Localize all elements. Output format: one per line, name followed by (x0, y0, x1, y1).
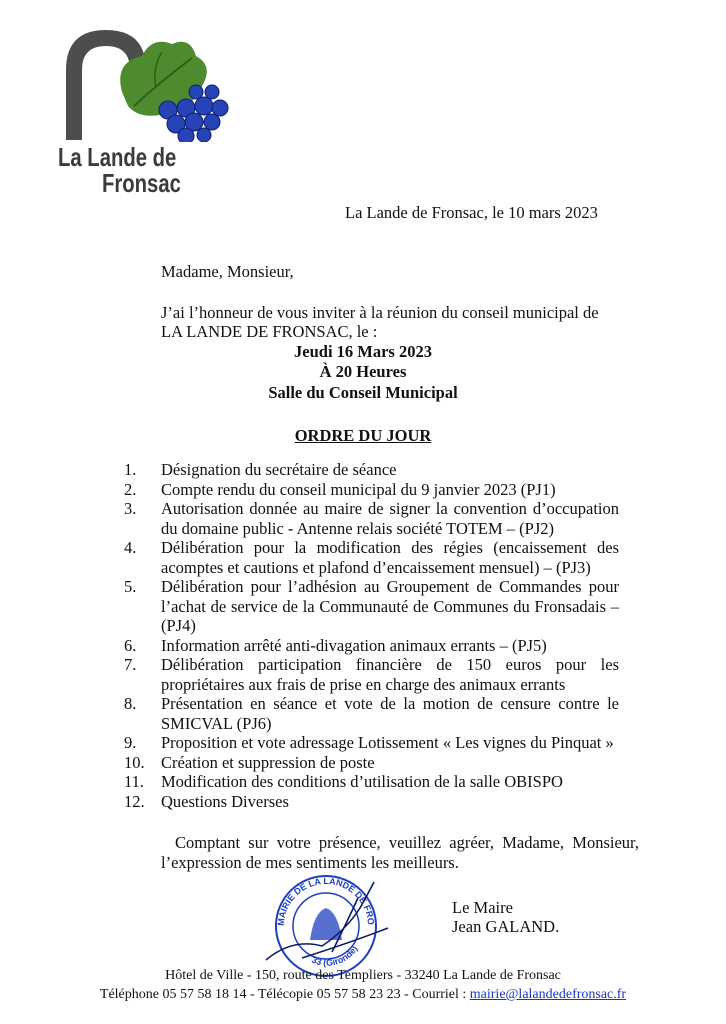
agenda-title: ORDRE DU JOUR (294, 426, 432, 445)
agenda-item-text: Compte rendu du conseil municipal du 9 janvier 2023 (PJ1) (161, 479, 556, 499)
stamp-text-bottom: 33 (Gironde) (310, 943, 360, 968)
closing-paragraph: Comptant sur votre présence, veuillez agréer, Madame, Monsieur, l’expression de mes sentiments les meilleurs. (161, 833, 639, 872)
agenda-item (124, 480, 619, 500)
footer-contact-line (0, 987, 726, 1003)
agenda-item-text: Information arrêté anti-divagation animaux errants – (PJ5) (161, 635, 547, 655)
agenda-item-text: Délibération pour la modification des régies (encaissement des acomptes et cautions et plafond d’encaissement mensuel) – (PJ3) (161, 538, 619, 577)
email-link[interactable]: mairie@lalandedefronsac.fr (469, 987, 627, 1002)
agenda-item-number: 3. (124, 499, 137, 518)
meeting-time: À 20 Heures (319, 362, 407, 381)
agenda-item-text: Désignation du secrétaire de séance (161, 460, 397, 479)
agenda-item-text: Création et suppression de poste (161, 752, 375, 772)
agenda-item-text: Proposition et vote adressage Lotissement « Les vignes du Pinquat » (161, 733, 614, 752)
agenda-item (124, 772, 619, 792)
logo-emblem-icon (44, 22, 234, 142)
agenda-item (124, 636, 619, 656)
mairie-stamp (262, 868, 392, 978)
agenda-item-number: 10. (124, 752, 145, 772)
agenda-item-number: 5. (124, 577, 137, 596)
footer-contact: Téléphone 05 57 58 18 14 - Télécopie 05 57 58 23 23 - Courriel : (99, 987, 470, 1002)
agenda-item-text: Présentation en séance et vote de la motion de censure contre le SMICVAL (PJ6) (161, 694, 619, 733)
meeting-place: Salle du Conseil Municipal (268, 383, 458, 402)
agenda-item-text: Délibération pour l’adhésion au Groupement de Commandes pour l’achat de service de la Communauté de Communes du Fronsadais – (PJ4) (161, 577, 619, 635)
agenda-item-number: 9. (124, 733, 137, 752)
agenda-item (124, 792, 619, 812)
agenda-item (124, 577, 619, 636)
salutation: Madame, Monsieur, (161, 262, 294, 281)
agenda-item (124, 460, 619, 480)
agenda-item (124, 538, 619, 577)
agenda-item-number: 8. (124, 694, 137, 713)
signature-name: Jean GALAND. (452, 917, 560, 936)
agenda-item-number: 12. (124, 791, 145, 811)
agenda-list (124, 460, 619, 811)
invitation-line-2: LA LANDE DE FRONSAC, le : (161, 322, 378, 341)
stamp-seal-icon (262, 868, 392, 978)
logo-text-line2: Fronsac (102, 168, 181, 198)
agenda-item-number: 7. (124, 655, 137, 674)
agenda-item-number: 11. (124, 772, 145, 791)
logo-text-line1: La Lande de (58, 142, 177, 172)
agenda-item (124, 694, 619, 733)
agenda-item-text: Modification des conditions d’utilisation de la salle OBISPO (161, 772, 563, 791)
agenda-item (124, 499, 619, 538)
agenda-item-text: Délibération participation financière de 150 euros pour les propriétaires aux frais de prise en charge des animaux errants (161, 655, 619, 694)
agenda-item-number: 6. (124, 635, 137, 655)
agenda-item-text: Questions Diverses (161, 791, 289, 811)
agenda-item-text: Autorisation donnée au maire de signer la convention d’occupation du domaine public - Antenne relais société TOTEM – (PJ2) (161, 499, 619, 538)
footer-address: Hôtel de Ville - 150, route des Templiers - 33240 La Lande de Fronsac (165, 968, 561, 983)
stamp-text-top: MAIRIE DE LA LANDE DE FRO (275, 875, 377, 927)
signature-title: Le Maire (452, 898, 513, 917)
agenda-item (124, 655, 619, 694)
agenda-item-number: 4. (124, 538, 137, 557)
agenda-item (124, 753, 619, 773)
invitation-line-1: J’ai l’honneur de vous inviter à la réunion du conseil municipal de (161, 303, 599, 322)
meeting-date: Jeudi 16 Mars 2023 (294, 342, 432, 361)
letter-date: La Lande de Fronsac, le 10 mars 2023 (345, 203, 598, 222)
agenda-item (124, 733, 619, 753)
agenda-item-number: 2. (124, 479, 137, 499)
agenda-item-number: 1. (124, 460, 137, 479)
